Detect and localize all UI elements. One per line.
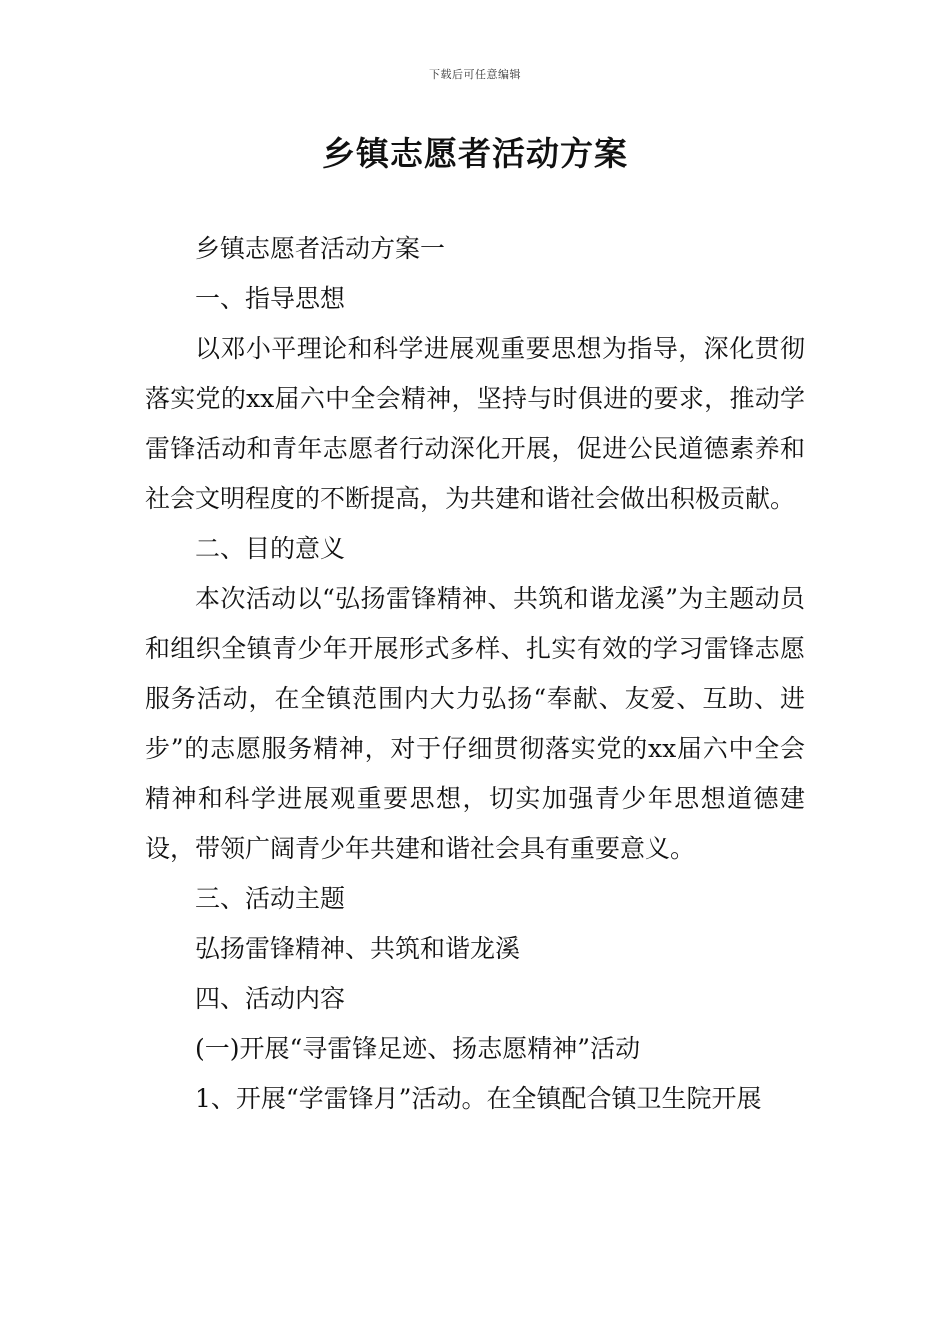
body-paragraph: 弘扬雷锋精神、共筑和谐龙溪 <box>195 934 521 963</box>
subsection-heading: (一)开展“寻雷锋足迹、扬志愿精神”活动 <box>195 1034 641 1063</box>
document-title: 乡镇志愿者活动方案 <box>322 134 628 173</box>
body-paragraph: 以邓小平理论和科学进展观重要思想为指导，深化贯彻落实党的xx届六中全会精神，坚持与时俱进的要求，推动学雷锋活动和青年志愿者行动深化开展，促进公民道德素养和社会文明程度的不断提高，为共建和谐社会做出积极贡献。 <box>145 334 805 513</box>
section-heading-guiding-ideology: 一、指导思想 <box>195 284 346 313</box>
subtitle-paragraph: 乡镇志愿者活动方案一 <box>195 234 446 263</box>
section-heading-content: 四、活动内容 <box>195 984 346 1013</box>
document-body <box>145 224 805 1124</box>
body-paragraph: 本次活动以“弘扬雷锋精神、共筑和谐龙溪”为主题动员和组织全镇青少年开展形式多样、扎实有效的学习雷锋志愿服务活动，在全镇范围内大力弘扬“奉献、友爱、互助、进步”的志愿服务精神，对于仔细贯彻落实党的xx届六中全会精神和科学进展观重要思想，切实加强青少年思想道德建设，带领广阔青少年共建和谐社会具有重要意义。 <box>145 584 805 863</box>
body-paragraph: 1、开展“学雷锋月”活动。在全镇配合镇卫生院开展 <box>195 1084 762 1113</box>
section-heading-theme: 三、活动主题 <box>195 884 346 913</box>
header-note: 下载后可任意编辑 <box>429 68 521 81</box>
section-heading-purpose: 二、目的意义 <box>195 534 346 563</box>
